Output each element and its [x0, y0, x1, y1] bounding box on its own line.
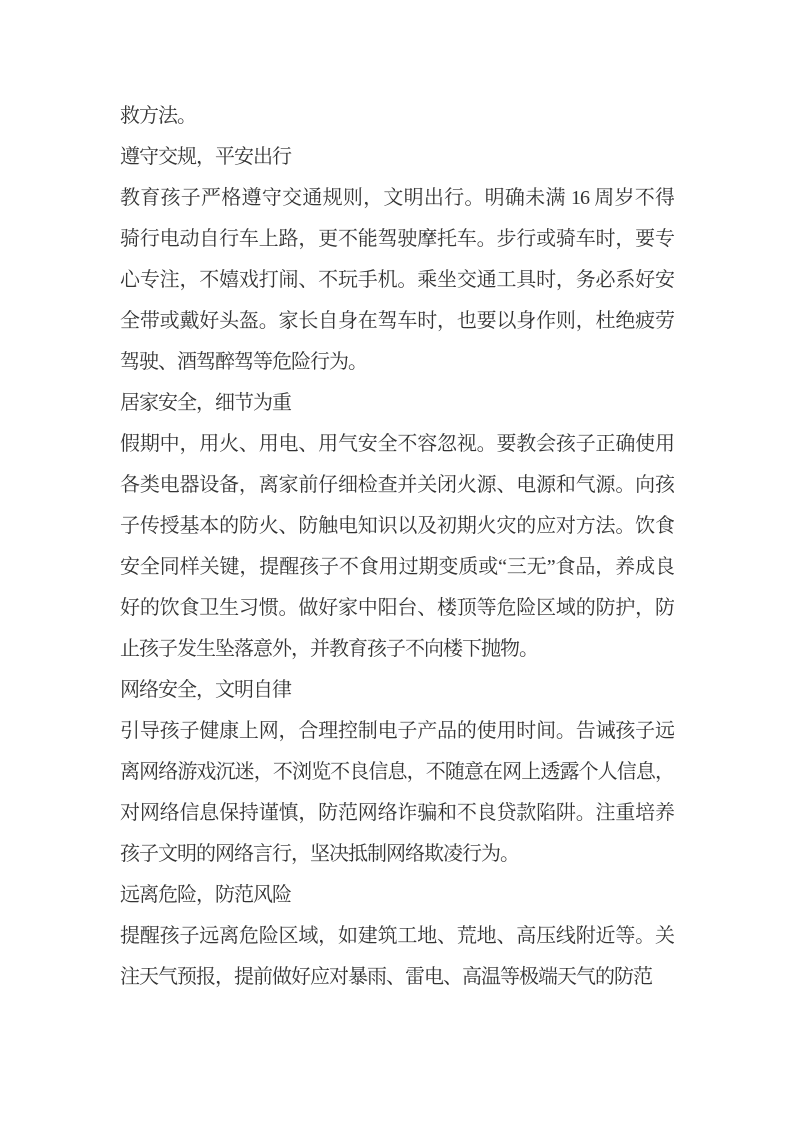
paragraph-text-line: 安全同样关键，提醒孩子不食用过期变质或“三无”食品，养成良	[120, 556, 674, 578]
heading-text-line: 网络安全，文明自律	[120, 679, 291, 701]
paragraph-text-line: 子传授基本的防火、防触电知识以及初期火灾的应对方法。饮食	[120, 515, 674, 537]
section-heading	[120, 875, 674, 916]
document-paragraph	[120, 424, 674, 670]
paragraph-text-line: 各类电器设备，离家前仔细检查并关闭火源、电源和气源。向孩	[120, 474, 674, 496]
document-content	[120, 96, 674, 998]
document-paragraph	[120, 178, 674, 383]
document-paragraph	[120, 96, 674, 137]
paragraph-text-line: 提醒孩子远离危险区域，如建筑工地、荒地、高压线附近等。关	[120, 925, 674, 947]
paragraph-text-line: 心专注，不嬉戏打闹、不玩手机。乘坐交通工具时，务必系好安	[120, 269, 674, 291]
paragraph-text-line: 教育孩子严格遵守交通规则，文明出行。明确未满 16 周岁不得	[120, 187, 674, 209]
paragraph-text-line: 假期中，用火、用电、用气安全不容忽视。要教会孩子正确使用	[120, 433, 674, 455]
section-heading	[120, 137, 674, 178]
paragraph-text-line: 骑行电动自行车上路，更不能驾驶摩托车。步行或骑车时，要专	[120, 228, 674, 250]
paragraph-text-line: 引导孩子健康上网，合理控制电子产品的使用时间。告诫孩子远	[120, 720, 674, 742]
document-paragraph	[120, 711, 674, 875]
heading-text-line: 远离危险，防范风险	[120, 884, 291, 906]
paragraph-text-line: 驾驶、酒驾醉驾等危险行为。	[120, 351, 367, 373]
paragraph-text-line: 止孩子发生坠落意外，并教育孩子不向楼下抛物。	[120, 638, 538, 660]
paragraph-text-line: 对网络信息保持谨慎，防范网络诈骗和不良贷款陷阱。注重培养	[120, 802, 674, 824]
section-heading	[120, 383, 674, 424]
paragraph-text-line: 好的饮食卫生习惯。做好家中阳台、楼顶等危险区域的防护，防	[120, 597, 674, 619]
heading-text-line: 居家安全，细节为重	[120, 392, 291, 414]
paragraph-text-line: 救方法。	[120, 105, 196, 127]
paragraph-text-line: 注天气预报，提前做好应对暴雨、雷电、高温等极端天气的防范	[120, 966, 652, 988]
heading-text-line: 遵守交规，平安出行	[120, 146, 291, 168]
section-heading	[120, 670, 674, 711]
paragraph-text-line: 全带或戴好头盔。家长自身在驾车时，也要以身作则，杜绝疲劳	[120, 310, 674, 332]
paragraph-text-line: 孩子文明的网络言行，坚决抵制网络欺凌行为。	[120, 843, 519, 865]
paragraph-text-line: 离网络游戏沉迷，不浏览不良信息，不随意在网上透露个人信息，	[120, 761, 674, 783]
document-paragraph	[120, 916, 674, 998]
